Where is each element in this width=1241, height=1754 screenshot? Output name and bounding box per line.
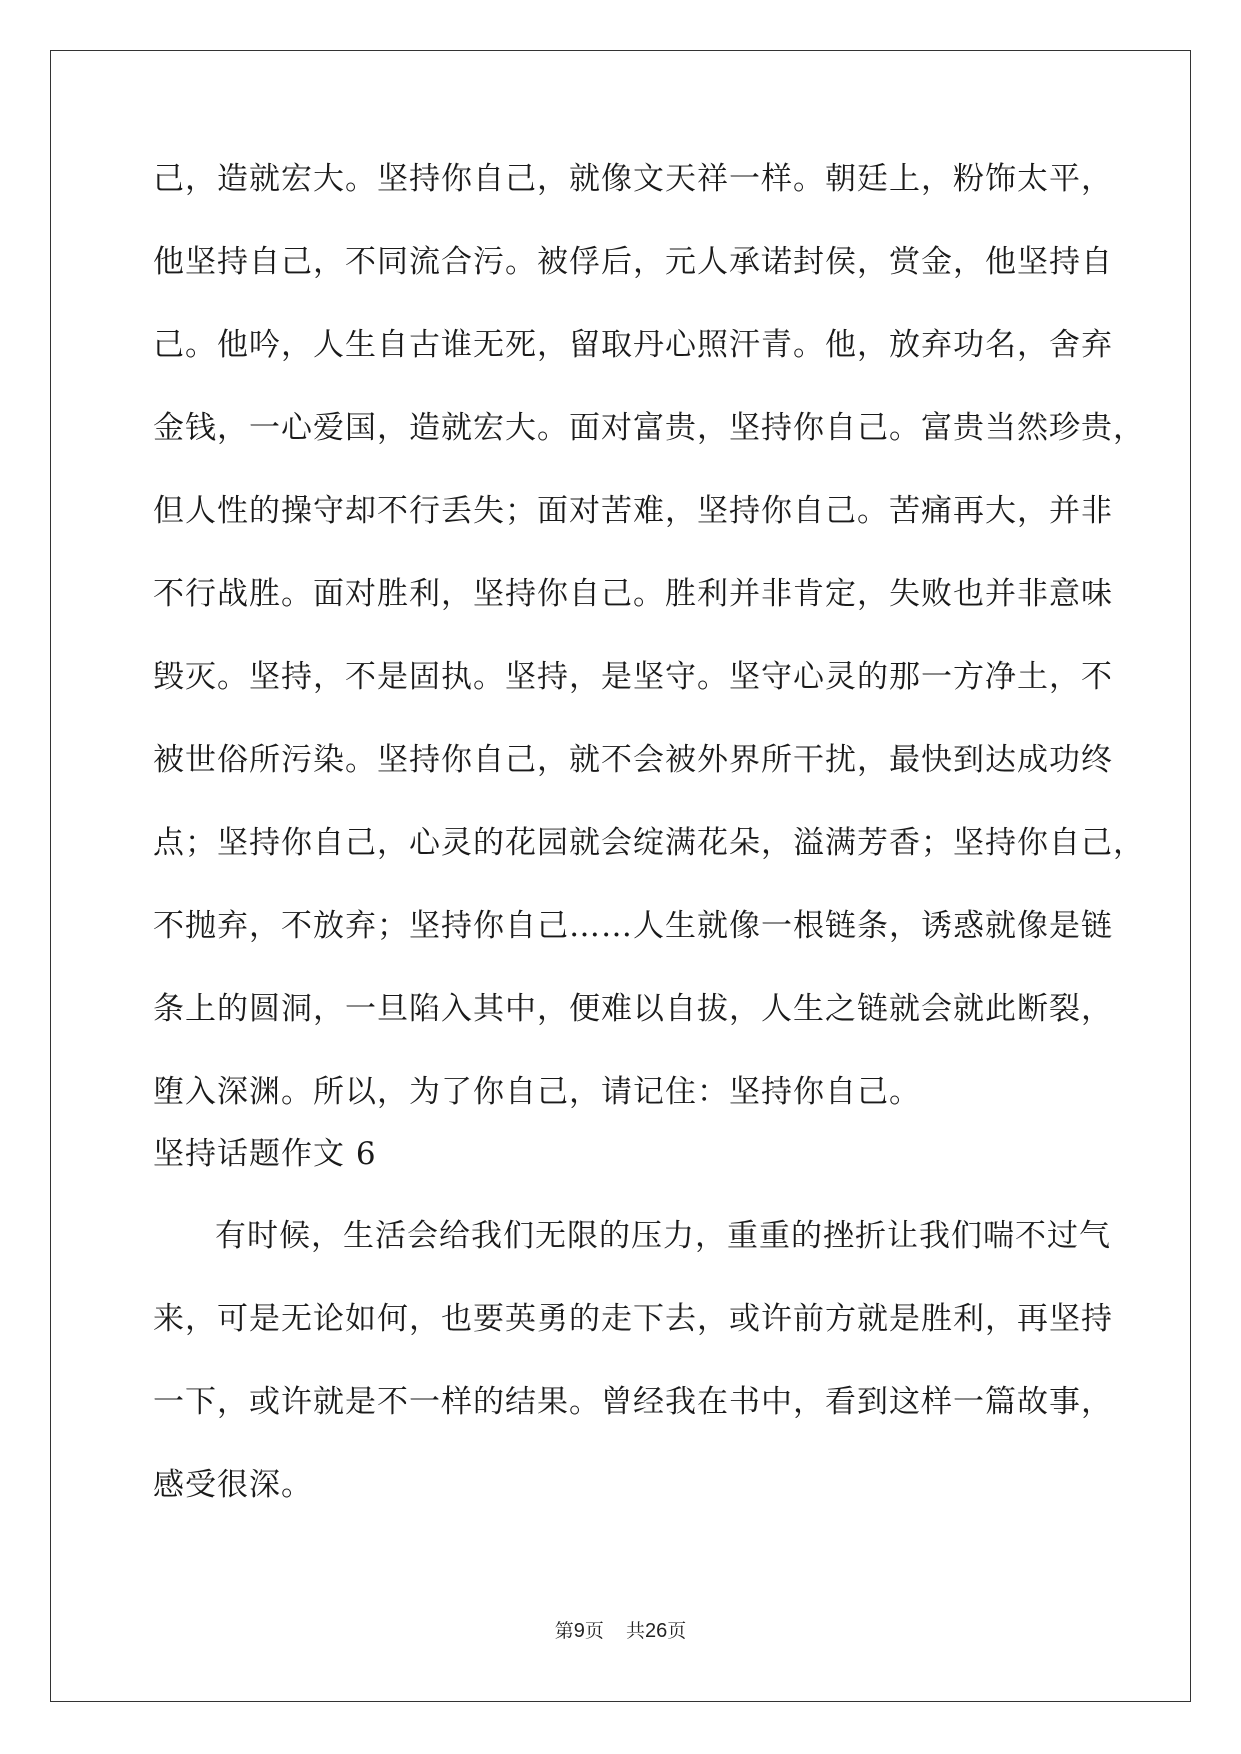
text-line: 堕入深渊。所以，为了你自己，请记住：坚持你自己。 bbox=[153, 1074, 921, 1110]
text-line: 来，可是无论如何，也要英勇的走下去，或许前方就是胜利，再坚持 bbox=[153, 1301, 1113, 1337]
text-line: 感受很深。 bbox=[153, 1467, 313, 1503]
text-line: 金钱，一心爱国，造就宏大。面对富贵，坚持你自己。富贵当然珍贵， bbox=[153, 410, 1145, 446]
text-line: 不抛弃，不放弃；坚持你自己……人生就像一根链条，诱惑就像是链 bbox=[153, 908, 1113, 944]
total-suffix: 页 bbox=[667, 1620, 687, 1642]
text-line: 己。他吟，人生自古谁无死，留取丹心照汗青。他，放弃功名，舍弃 bbox=[153, 327, 1113, 363]
page-suffix: 页 bbox=[584, 1620, 604, 1642]
page-footer bbox=[0, 1619, 1241, 1643]
text-line: 点；坚持你自己，心灵的花园就会绽满花朵，溢满芳香；坚持你自己， bbox=[153, 825, 1145, 861]
text-line: 己，造就宏大。坚持你自己，就像文天祥一样。朝廷上，粉饰太平， bbox=[153, 161, 1113, 197]
paragraph-1 bbox=[153, 158, 1145, 1154]
page-number: 9 bbox=[573, 1620, 585, 1642]
page-prefix: 第 bbox=[554, 1620, 574, 1642]
section-heading: 坚持话题作文 6 bbox=[153, 1136, 377, 1172]
total-prefix: 共 bbox=[625, 1620, 645, 1642]
text-line: 被世俗所污染。坚持你自己，就不会被外界所干扰，最快到达成功终 bbox=[153, 742, 1113, 778]
text-line: 但人性的操守却不行丢失；面对苦难，坚持你自己。苦痛再大，并非 bbox=[153, 493, 1113, 529]
text-line: 条上的圆洞，一旦陷入其中，便难以自拔，人生之链就会就此断裂， bbox=[153, 991, 1113, 1027]
paragraph-2 bbox=[153, 1215, 1113, 1547]
text-line: 他坚持自己，不同流合污。被俘后，元人承诺封侯，赏金，他坚持自 bbox=[153, 244, 1113, 280]
text-line: 有时候，生活会给我们无限的压力，重重的挫折让我们喘不过气 bbox=[215, 1218, 1111, 1254]
text-line: 一下，或许就是不一样的结果。曾经我在书中，看到这样一篇故事， bbox=[153, 1384, 1113, 1420]
text-line: 不行战胜。面对胜利，坚持你自己。胜利并非肯定，失败也并非意味 bbox=[153, 576, 1113, 612]
total-pages: 26 bbox=[644, 1620, 668, 1642]
text-line: 毁灭。坚持，不是固执。坚持，是坚守。坚守心灵的那一方净土，不 bbox=[153, 659, 1113, 695]
